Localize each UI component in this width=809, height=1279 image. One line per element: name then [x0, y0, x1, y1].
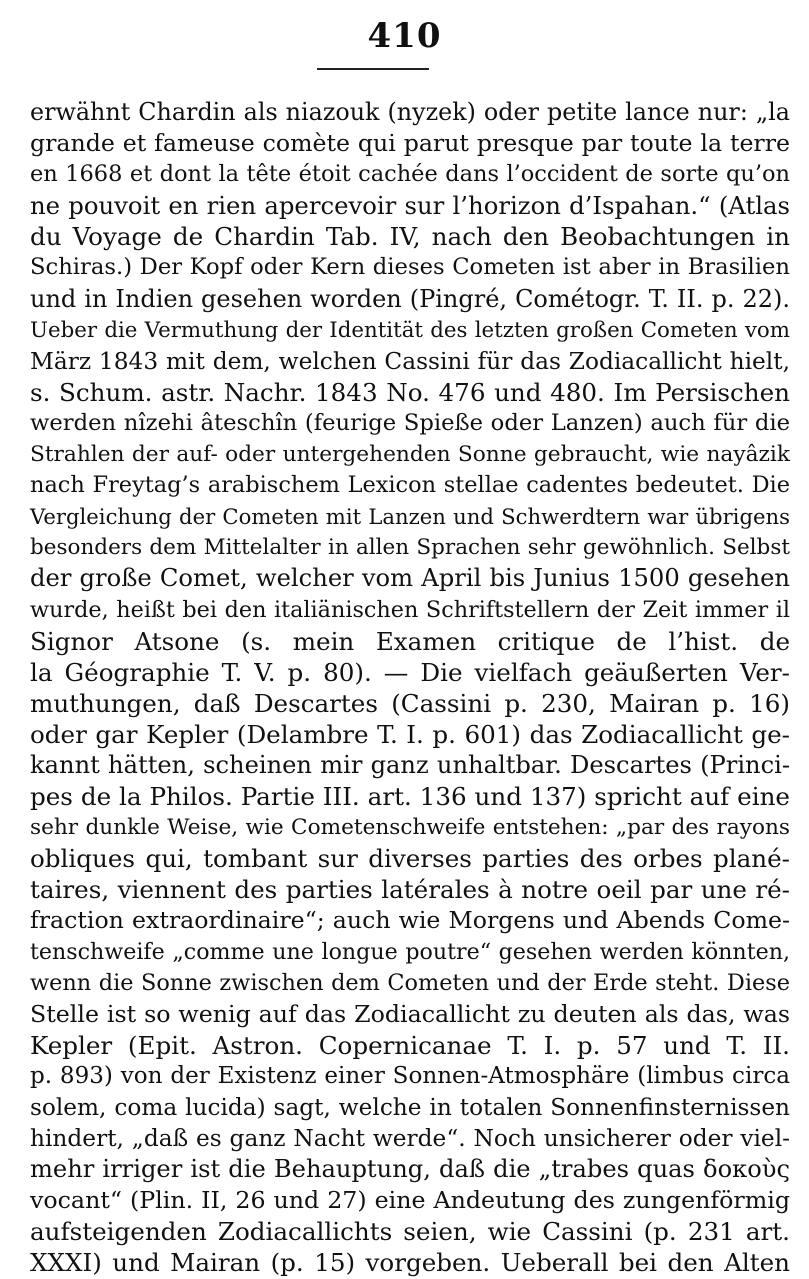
text-line: Kepler (Epit. Astron. Copernicanae T. I. p. 57 und T. II. — [30, 1030, 790, 1060]
text-line: obliques qui, tombant sur diverses parties des orbes plané- — [30, 844, 790, 874]
text-line: s. Schum. astr. Nachr. 1843 No. 476 und 480. Im Persischen — [30, 377, 790, 407]
header-rule — [317, 68, 429, 70]
text-line: fraction extraordinaire“; auch wie Morgens und Abends Come- — [30, 906, 790, 935]
text-line: ne pouvoit en rien apercevoir sur l’horizon d’Ispahan.“ (Atlas — [30, 191, 790, 221]
text-line: Schiras.) Der Kopf oder Kern dieses Cometen ist aber in Brasilien — [30, 254, 790, 281]
text-line: kannt hätten, scheinen mir ganz unhaltbar. Descartes (Princi- — [30, 750, 790, 779]
text-line: Signor Atsone (s. mein Examen critique de l’hist. de — [30, 626, 790, 656]
text-line: hindert, „daß es ganz Nacht werde“. Noch unsicherer oder viel- — [30, 1125, 790, 1153]
text-line: aufsteigenden Zodiacallichts seien, wie Cassini (p. 231 art. — [30, 1217, 790, 1247]
text-line: und in Indien gesehen worden (Pingré, Cométogr. T. II. p. 22). — [30, 284, 790, 313]
text-line: sehr dunkle Weise, wie Cometenschweife entstehen: „par des rayons — [30, 815, 790, 841]
text-line: pes de la Philos. Partie III. art. 136 und 137) spricht auf eine — [30, 782, 790, 812]
page-number: 410 — [367, 16, 442, 56]
text-line: Ueber die Vermuthung der Identität des letzten großen Cometen vom — [30, 317, 790, 343]
text-line: Strahlen der auf- oder untergehenden Sonne gebraucht, wie nayâzik — [30, 442, 790, 468]
body-text — [30, 97, 790, 1279]
text-line: Vergleichung der Cometen mit Lanzen und Schwerdtern war übrigens — [30, 504, 790, 530]
text-line: mehr irriger ist die Behauptung, daß die „trabes quas δοκοὺς — [30, 1155, 790, 1184]
text-line: Stelle ist so wenig auf das Zodiacallicht zu deuten als das, was — [30, 999, 790, 1028]
text-line: werden nîzehi âteschîn (feurige Spieße oder Lanzen) auch für die — [30, 409, 790, 436]
text-line: la Géographie T. V. p. 80). — Die vielfach geäußerten Ver- — [30, 657, 790, 687]
text-line: XXXI) und Mairan (p. 15) vorgeben. Ueberall bei den Alten — [30, 1248, 790, 1278]
text-line: der große Comet, welcher vom April bis Junius 1500 gesehen — [30, 564, 790, 593]
text-line: März 1843 mit dem, welchen Cassini für das Zodiacallicht hielt, — [30, 347, 790, 375]
text-line: muthungen, daß Descartes (Cassini p. 230, Mairan p. 16) — [30, 688, 790, 718]
text-line: p. 893) von der Existenz einer Sonnen-Atmosphäre (limbus circa — [30, 1062, 790, 1089]
text-line: du Voyage de Chardin Tab. IV, nach den Beobachtungen in — [30, 222, 790, 252]
text-line: nach Freytag’s arabischem Lexicon stellae cadentes bedeutet. Die — [30, 472, 790, 499]
text-line: grande et fameuse comète qui parut presque par toute la terre — [30, 129, 790, 158]
text-line: wenn die Sonne zwischen dem Cometen und der Erde steht. Diese — [30, 969, 790, 996]
text-line: tenschweife „comme une longue poutre“ gesehen werden könnten, — [30, 938, 790, 965]
text-line: erwähnt Chardin als niazouk (nyzek) oder petite lance nur: „la — [30, 98, 790, 126]
text-line: en 1668 et dont la tête étoit cachée dans l’occident de sorte qu’on — [30, 161, 790, 188]
text-line: solem, coma lucida) sagt, welche in totalen Sonnenfinsternissen — [30, 1094, 790, 1121]
text-line: oder gar Kepler (Delambre T. I. p. 601) das Zodiacallicht ge- — [30, 719, 790, 749]
text-line: besonders dem Mittelalter in allen Sprachen sehr gewöhnlich. Selbst — [30, 535, 790, 561]
text-line: vocant“ (Plin. II, 26 und 27) eine Andeutung des zungenförmig — [30, 1186, 790, 1215]
text-line: wurde, heißt bei den italiänischen Schriftstellern der Zeit immer il — [30, 596, 790, 623]
text-line: taires, viennent des parties latérales à notre oeil par une ré- — [30, 875, 790, 905]
